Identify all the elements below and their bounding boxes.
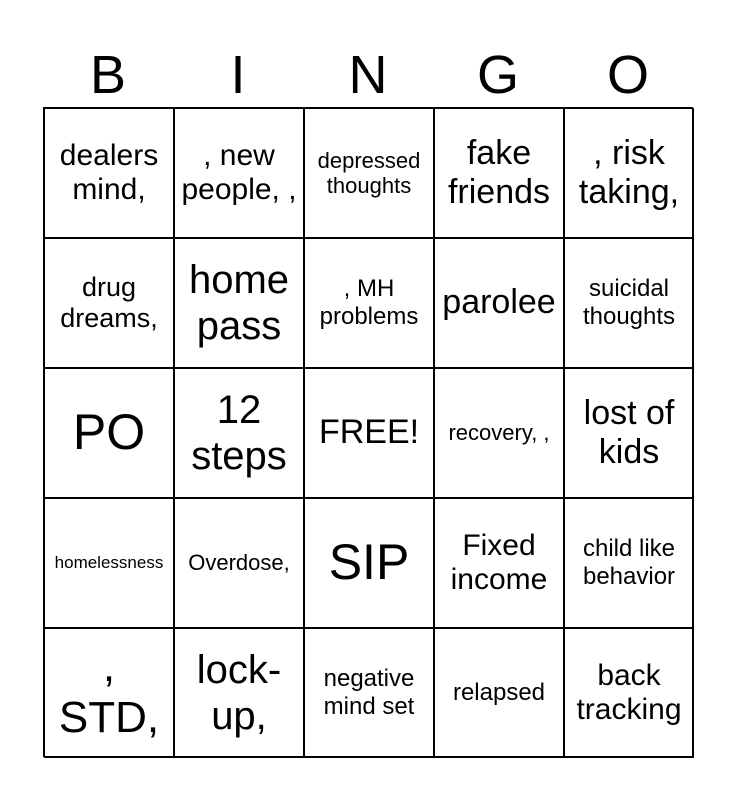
cell-text: , STD, [58, 642, 160, 742]
cell-text: recovery, , [448, 420, 550, 446]
header-letter-g: G [476, 45, 519, 105]
bingo-cell[interactable] [44, 108, 174, 238]
cell-text: , risk taking, [578, 133, 680, 211]
bingo-cell[interactable] [564, 238, 694, 368]
cell-text: lost of kids [583, 393, 675, 471]
cell-text: , new people, , [181, 138, 297, 206]
bingo-cell[interactable] [44, 368, 174, 498]
cell-text: depressed thoughts [317, 147, 421, 198]
header-letter-o: O [606, 45, 649, 105]
bingo-cell[interactable] [44, 498, 174, 628]
bingo-cell[interactable] [434, 238, 564, 368]
bingo-cell[interactable] [564, 108, 694, 238]
cell-text: FREE! [318, 413, 420, 452]
bingo-cell[interactable] [564, 628, 694, 758]
bingo-cell[interactable] [434, 628, 564, 758]
bingo-cell[interactable] [304, 628, 434, 758]
cell-text: Fixed income [450, 528, 548, 596]
bingo-cell[interactable] [174, 368, 304, 498]
cell-text: , MH problems [319, 275, 419, 330]
cell-text: parolee [442, 283, 556, 322]
header-letter-i: I [230, 45, 246, 105]
bingo-cell[interactable] [434, 498, 564, 628]
cell-text: relapsed [452, 679, 546, 707]
cell-text: lock-up, [196, 648, 282, 738]
bingo-cell[interactable] [44, 628, 174, 758]
bingo-cell[interactable] [44, 238, 174, 368]
bingo-cell[interactable] [304, 108, 434, 238]
bingo-cell[interactable] [564, 498, 694, 628]
header-letter-b: B [89, 45, 127, 105]
cell-text: fake friends [447, 133, 551, 211]
cell-text: dealers mind, [59, 138, 159, 206]
cell-text: back tracking [576, 658, 682, 726]
bingo-header [43, 42, 693, 108]
bingo-cell[interactable] [174, 498, 304, 628]
bingo-cell[interactable] [434, 108, 564, 238]
cell-text: 12 steps [191, 388, 287, 478]
cell-text: PO [72, 404, 146, 461]
header-letter-n: N [348, 45, 388, 105]
bingo-cell[interactable] [564, 368, 694, 498]
bingo-card [43, 107, 693, 757]
bingo-cell[interactable] [174, 238, 304, 368]
bingo-cell[interactable] [174, 108, 304, 238]
bingo-cell[interactable] [434, 368, 564, 498]
cell-text: drug dreams, [60, 271, 158, 333]
bingo-cell[interactable] [174, 628, 304, 758]
cell-text: Overdose, [188, 550, 290, 576]
cell-text: SIP [328, 534, 410, 591]
free-space[interactable] [304, 368, 434, 498]
cell-text: homelessness [54, 553, 164, 573]
bingo-cell[interactable] [304, 238, 434, 368]
cell-text: child like behavior [582, 535, 676, 590]
bingo-cell[interactable] [304, 498, 434, 628]
cell-text: suicidal thoughts [582, 275, 676, 330]
cell-text: home pass [188, 258, 290, 348]
cell-text: negative mind set [323, 665, 415, 720]
